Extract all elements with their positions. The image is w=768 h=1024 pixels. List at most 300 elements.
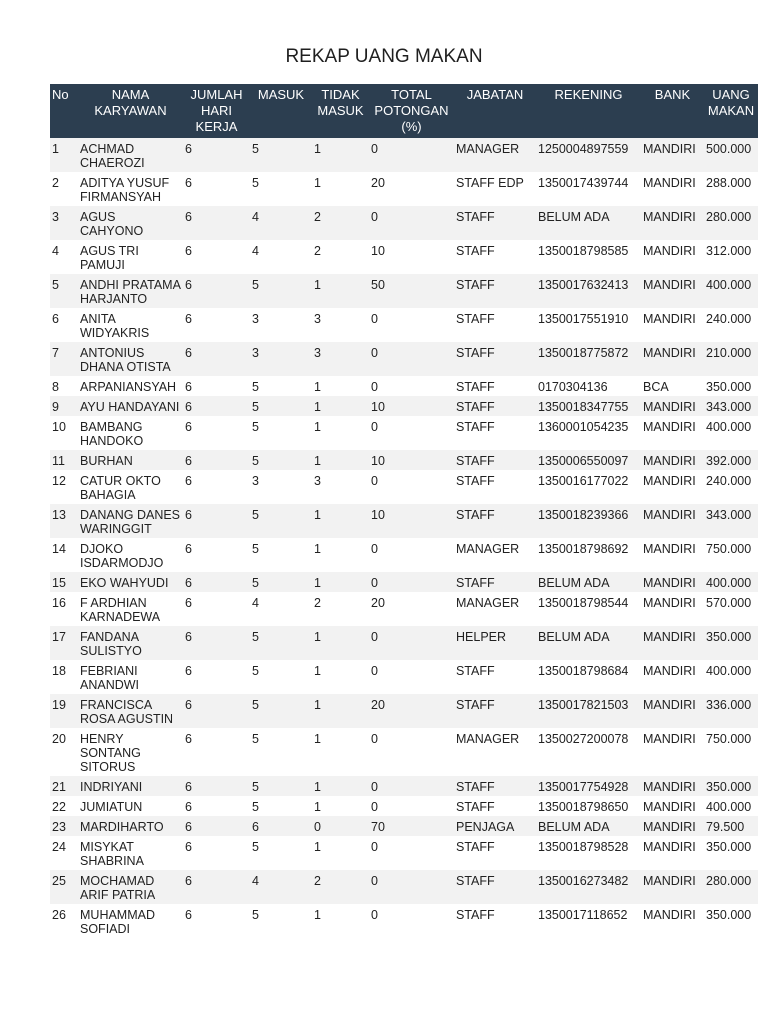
- cell-total-potongan: 20: [369, 592, 454, 626]
- cell-jabatan: MANAGER: [454, 728, 536, 776]
- cell-nama-karyawan: MISYKAT SHABRINA: [78, 836, 183, 870]
- table-row: [50, 776, 758, 796]
- cell-jumlah-hari-kerja: 6: [183, 504, 250, 538]
- cell-tidak-masuk: 3: [312, 470, 369, 504]
- cell-bank: MANDIRI: [641, 450, 704, 470]
- cell-rekening: 1350018239366: [536, 504, 641, 538]
- cell-masuk: 5: [250, 274, 312, 308]
- cell-bank: MANDIRI: [641, 274, 704, 308]
- cell-nama-karyawan: F ARDHIAN KARNADEWA: [78, 592, 183, 626]
- table-row: [50, 376, 758, 396]
- cell-rekening: 1350018798585: [536, 240, 641, 274]
- cell-masuk: 5: [250, 504, 312, 538]
- cell-bank: MANDIRI: [641, 870, 704, 904]
- cell-rekening: 1360001054235: [536, 416, 641, 450]
- cell-total-potongan: 0: [369, 470, 454, 504]
- cell-masuk: 5: [250, 776, 312, 796]
- cell-jumlah-hari-kerja: 6: [183, 416, 250, 450]
- cell-rekening: BELUM ADA: [536, 816, 641, 836]
- cell-jabatan: STAFF: [454, 796, 536, 816]
- cell-uang-makan: 400.000: [704, 796, 758, 816]
- cell-jumlah-hari-kerja: 6: [183, 138, 250, 172]
- cell-jabatan: STAFF: [454, 660, 536, 694]
- cell-nama-karyawan: JUMIATUN: [78, 796, 183, 816]
- table-row: [50, 172, 758, 206]
- cell-jumlah-hari-kerja: 6: [183, 376, 250, 396]
- cell-rekening: BELUM ADA: [536, 572, 641, 592]
- cell-total-potongan: 0: [369, 376, 454, 396]
- cell-jabatan: STAFF: [454, 450, 536, 470]
- cell-no: 25: [50, 870, 78, 904]
- cell-tidak-masuk: 1: [312, 274, 369, 308]
- cell-bank: MANDIRI: [641, 172, 704, 206]
- cell-no: 1: [50, 138, 78, 172]
- cell-bank: MANDIRI: [641, 660, 704, 694]
- cell-rekening: 1350017118652: [536, 904, 641, 938]
- cell-jabatan: STAFF: [454, 416, 536, 450]
- cell-masuk: 5: [250, 796, 312, 816]
- cell-tidak-masuk: 1: [312, 572, 369, 592]
- cell-uang-makan: 312.000: [704, 240, 758, 274]
- cell-tidak-masuk: 3: [312, 342, 369, 376]
- cell-masuk: 4: [250, 870, 312, 904]
- cell-tidak-masuk: 1: [312, 376, 369, 396]
- cell-jabatan: HELPER: [454, 626, 536, 660]
- cell-total-potongan: 10: [369, 240, 454, 274]
- cell-rekening: 1350006550097: [536, 450, 641, 470]
- cell-bank: MANDIRI: [641, 904, 704, 938]
- cell-no: 26: [50, 904, 78, 938]
- cell-tidak-masuk: 1: [312, 904, 369, 938]
- cell-nama-karyawan: FANDANA SULISTYO: [78, 626, 183, 660]
- cell-nama-karyawan: DJOKO ISDARMODJO: [78, 538, 183, 572]
- cell-jumlah-hari-kerja: 6: [183, 694, 250, 728]
- cell-jabatan: STAFF: [454, 396, 536, 416]
- cell-total-potongan: 10: [369, 450, 454, 470]
- cell-rekening: 1350018798684: [536, 660, 641, 694]
- cell-jabatan: MANAGER: [454, 138, 536, 172]
- cell-no: 22: [50, 796, 78, 816]
- cell-uang-makan: 350.000: [704, 836, 758, 870]
- cell-jumlah-hari-kerja: 6: [183, 274, 250, 308]
- cell-tidak-masuk: 0: [312, 816, 369, 836]
- table-row: [50, 206, 758, 240]
- cell-jabatan: MANAGER: [454, 538, 536, 572]
- cell-rekening: 1350018775872: [536, 342, 641, 376]
- cell-bank: MANDIRI: [641, 694, 704, 728]
- cell-no: 5: [50, 274, 78, 308]
- cell-no: 10: [50, 416, 78, 450]
- cell-bank: MANDIRI: [641, 836, 704, 870]
- cell-no: 6: [50, 308, 78, 342]
- table-row: [50, 308, 758, 342]
- cell-total-potongan: 20: [369, 694, 454, 728]
- cell-nama-karyawan: DANANG DANES WARINGGIT: [78, 504, 183, 538]
- cell-masuk: 4: [250, 206, 312, 240]
- cell-bank: MANDIRI: [641, 572, 704, 592]
- cell-bank: MANDIRI: [641, 504, 704, 538]
- cell-rekening: 1350018798528: [536, 836, 641, 870]
- cell-uang-makan: 280.000: [704, 206, 758, 240]
- cell-bank: MANDIRI: [641, 240, 704, 274]
- cell-total-potongan: 0: [369, 538, 454, 572]
- cell-masuk: 5: [250, 694, 312, 728]
- cell-jabatan: STAFF: [454, 836, 536, 870]
- cell-masuk: 3: [250, 470, 312, 504]
- cell-total-potongan: 20: [369, 172, 454, 206]
- cell-tidak-masuk: 2: [312, 870, 369, 904]
- cell-tidak-masuk: 1: [312, 728, 369, 776]
- cell-bank: MANDIRI: [641, 816, 704, 836]
- cell-total-potongan: 0: [369, 138, 454, 172]
- cell-nama-karyawan: MOCHAMAD ARIF PATRIA: [78, 870, 183, 904]
- cell-nama-karyawan: FRANCISCA ROSA AGUSTIN: [78, 694, 183, 728]
- cell-bank: BCA: [641, 376, 704, 396]
- table-body: [50, 138, 758, 938]
- table-row: [50, 396, 758, 416]
- cell-masuk: 5: [250, 626, 312, 660]
- cell-rekening: 1350016273482: [536, 870, 641, 904]
- cell-jabatan: STAFF: [454, 376, 536, 396]
- header-jabatan: JABATAN: [454, 84, 536, 138]
- cell-rekening: 1350018798544: [536, 592, 641, 626]
- cell-no: 11: [50, 450, 78, 470]
- cell-jabatan: STAFF: [454, 572, 536, 592]
- cell-uang-makan: 280.000: [704, 870, 758, 904]
- meal-allowance-table: [50, 84, 758, 938]
- cell-jumlah-hari-kerja: 6: [183, 626, 250, 660]
- cell-jabatan: MANAGER: [454, 592, 536, 626]
- cell-jumlah-hari-kerja: 6: [183, 660, 250, 694]
- header-no: No: [50, 84, 78, 138]
- cell-masuk: 4: [250, 592, 312, 626]
- cell-tidak-masuk: 1: [312, 450, 369, 470]
- cell-tidak-masuk: 1: [312, 796, 369, 816]
- cell-jumlah-hari-kerja: 6: [183, 836, 250, 870]
- cell-total-potongan: 0: [369, 796, 454, 816]
- cell-tidak-masuk: 1: [312, 694, 369, 728]
- cell-rekening: 1350027200078: [536, 728, 641, 776]
- cell-tidak-masuk: 1: [312, 138, 369, 172]
- cell-jumlah-hari-kerja: 6: [183, 396, 250, 416]
- cell-tidak-masuk: 2: [312, 592, 369, 626]
- cell-rekening: 1350017439744: [536, 172, 641, 206]
- cell-total-potongan: 0: [369, 728, 454, 776]
- table-row: [50, 450, 758, 470]
- cell-rekening: 1350018347755: [536, 396, 641, 416]
- cell-tidak-masuk: 1: [312, 172, 369, 206]
- cell-jumlah-hari-kerja: 6: [183, 172, 250, 206]
- cell-tidak-masuk: 2: [312, 206, 369, 240]
- cell-total-potongan: 0: [369, 904, 454, 938]
- cell-uang-makan: 400.000: [704, 274, 758, 308]
- cell-tidak-masuk: 1: [312, 416, 369, 450]
- cell-jabatan: STAFF: [454, 504, 536, 538]
- cell-no: 15: [50, 572, 78, 592]
- cell-total-potongan: 0: [369, 342, 454, 376]
- table-row: [50, 342, 758, 376]
- cell-uang-makan: 350.000: [704, 904, 758, 938]
- table-row: [50, 416, 758, 450]
- cell-jabatan: STAFF: [454, 274, 536, 308]
- cell-tidak-masuk: 2: [312, 240, 369, 274]
- cell-bank: MANDIRI: [641, 342, 704, 376]
- cell-masuk: 4: [250, 240, 312, 274]
- cell-nama-karyawan: ANITA WIDYAKRIS: [78, 308, 183, 342]
- cell-uang-makan: 500.000: [704, 138, 758, 172]
- cell-total-potongan: 50: [369, 274, 454, 308]
- table-row: [50, 274, 758, 308]
- cell-jumlah-hari-kerja: 6: [183, 206, 250, 240]
- cell-no: 2: [50, 172, 78, 206]
- header-nama-karyawan: NAMA KARYAWAN: [78, 84, 183, 138]
- cell-total-potongan: 70: [369, 816, 454, 836]
- header-total-potongan: TOTAL POTONGAN (%): [369, 84, 454, 138]
- cell-jumlah-hari-kerja: 6: [183, 592, 250, 626]
- cell-jumlah-hari-kerja: 6: [183, 450, 250, 470]
- header-tidak-masuk: TIDAK MASUK: [312, 84, 369, 138]
- table-row: [50, 626, 758, 660]
- cell-masuk: 5: [250, 836, 312, 870]
- cell-no: 7: [50, 342, 78, 376]
- cell-jabatan: STAFF: [454, 240, 536, 274]
- cell-nama-karyawan: ADITYA YUSUF FIRMANSYAH: [78, 172, 183, 206]
- table-row: [50, 538, 758, 572]
- table-header-row: [50, 84, 758, 138]
- table-row: [50, 904, 758, 938]
- cell-total-potongan: 0: [369, 572, 454, 592]
- cell-jumlah-hari-kerja: 6: [183, 572, 250, 592]
- cell-jabatan: PENJAGA: [454, 816, 536, 836]
- cell-nama-karyawan: AGUS TRI PAMUJI: [78, 240, 183, 274]
- cell-uang-makan: 392.000: [704, 450, 758, 470]
- cell-tidak-masuk: 1: [312, 836, 369, 870]
- cell-uang-makan: 79.500: [704, 816, 758, 836]
- cell-uang-makan: 336.000: [704, 694, 758, 728]
- cell-nama-karyawan: AYU HANDAYANI: [78, 396, 183, 416]
- cell-bank: MANDIRI: [641, 626, 704, 660]
- cell-bank: MANDIRI: [641, 416, 704, 450]
- cell-total-potongan: 10: [369, 396, 454, 416]
- header-jumlah-hari-kerja: JUMLAH HARI KERJA: [183, 84, 250, 138]
- cell-no: 4: [50, 240, 78, 274]
- cell-no: 3: [50, 206, 78, 240]
- cell-jumlah-hari-kerja: 6: [183, 728, 250, 776]
- cell-nama-karyawan: BURHAN: [78, 450, 183, 470]
- cell-nama-karyawan: CATUR OKTO BAHAGIA: [78, 470, 183, 504]
- cell-total-potongan: 0: [369, 626, 454, 660]
- cell-masuk: 5: [250, 450, 312, 470]
- table-row: [50, 592, 758, 626]
- cell-rekening: 1350016177022: [536, 470, 641, 504]
- cell-nama-karyawan: ANDHI PRATAMA HARJANTO: [78, 274, 183, 308]
- table-row: [50, 470, 758, 504]
- table-row: [50, 138, 758, 172]
- cell-jumlah-hari-kerja: 6: [183, 470, 250, 504]
- cell-jumlah-hari-kerja: 6: [183, 796, 250, 816]
- cell-tidak-masuk: 1: [312, 504, 369, 538]
- cell-jumlah-hari-kerja: 6: [183, 308, 250, 342]
- cell-rekening: 1350017551910: [536, 308, 641, 342]
- cell-masuk: 5: [250, 660, 312, 694]
- cell-tidak-masuk: 1: [312, 660, 369, 694]
- cell-nama-karyawan: ARPANIANSYAH: [78, 376, 183, 396]
- cell-jabatan: STAFF EDP: [454, 172, 536, 206]
- cell-nama-karyawan: BAMBANG HANDOKO: [78, 416, 183, 450]
- cell-bank: MANDIRI: [641, 728, 704, 776]
- cell-rekening: 1350017632413: [536, 274, 641, 308]
- cell-bank: MANDIRI: [641, 776, 704, 796]
- table-row: [50, 240, 758, 274]
- table-row: [50, 504, 758, 538]
- cell-jumlah-hari-kerja: 6: [183, 870, 250, 904]
- cell-no: 23: [50, 816, 78, 836]
- table-row: [50, 796, 758, 816]
- cell-no: 9: [50, 396, 78, 416]
- cell-jabatan: STAFF: [454, 206, 536, 240]
- cell-rekening: BELUM ADA: [536, 626, 641, 660]
- cell-bank: MANDIRI: [641, 396, 704, 416]
- cell-masuk: 5: [250, 416, 312, 450]
- cell-nama-karyawan: MARDIHARTO: [78, 816, 183, 836]
- cell-jabatan: STAFF: [454, 470, 536, 504]
- cell-no: 8: [50, 376, 78, 396]
- cell-tidak-masuk: 1: [312, 626, 369, 660]
- table-row: [50, 728, 758, 776]
- cell-rekening: 1350018798692: [536, 538, 641, 572]
- cell-nama-karyawan: MUHAMMAD SOFIADI: [78, 904, 183, 938]
- cell-no: 16: [50, 592, 78, 626]
- cell-rekening: 1250004897559: [536, 138, 641, 172]
- cell-bank: MANDIRI: [641, 538, 704, 572]
- cell-no: 17: [50, 626, 78, 660]
- cell-rekening: BELUM ADA: [536, 206, 641, 240]
- cell-uang-makan: 210.000: [704, 342, 758, 376]
- cell-uang-makan: 288.000: [704, 172, 758, 206]
- cell-uang-makan: 400.000: [704, 660, 758, 694]
- table-row: [50, 816, 758, 836]
- cell-masuk: 5: [250, 904, 312, 938]
- cell-total-potongan: 0: [369, 776, 454, 796]
- cell-masuk: 5: [250, 376, 312, 396]
- cell-jumlah-hari-kerja: 6: [183, 240, 250, 274]
- cell-no: 21: [50, 776, 78, 796]
- cell-no: 14: [50, 538, 78, 572]
- cell-masuk: 3: [250, 342, 312, 376]
- cell-tidak-masuk: 1: [312, 776, 369, 796]
- cell-total-potongan: 10: [369, 504, 454, 538]
- cell-masuk: 3: [250, 308, 312, 342]
- cell-total-potongan: 0: [369, 870, 454, 904]
- cell-bank: MANDIRI: [641, 206, 704, 240]
- cell-jumlah-hari-kerja: 6: [183, 904, 250, 938]
- cell-no: 13: [50, 504, 78, 538]
- cell-uang-makan: 750.000: [704, 538, 758, 572]
- cell-rekening: 0170304136: [536, 376, 641, 396]
- header-rekening: REKENING: [536, 84, 641, 138]
- cell-tidak-masuk: 3: [312, 308, 369, 342]
- cell-no: 20: [50, 728, 78, 776]
- cell-total-potongan: 0: [369, 308, 454, 342]
- cell-uang-makan: 343.000: [704, 396, 758, 416]
- cell-jumlah-hari-kerja: 6: [183, 538, 250, 572]
- cell-no: 24: [50, 836, 78, 870]
- cell-jabatan: STAFF: [454, 342, 536, 376]
- header-bank: BANK: [641, 84, 704, 138]
- cell-jumlah-hari-kerja: 6: [183, 342, 250, 376]
- cell-jabatan: STAFF: [454, 694, 536, 728]
- cell-uang-makan: 400.000: [704, 572, 758, 592]
- cell-nama-karyawan: AGUS CAHYONO: [78, 206, 183, 240]
- cell-masuk: 5: [250, 538, 312, 572]
- cell-rekening: 1350018798650: [536, 796, 641, 816]
- cell-nama-karyawan: EKO WAHYUDI: [78, 572, 183, 592]
- cell-jumlah-hari-kerja: 6: [183, 816, 250, 836]
- cell-rekening: 1350017821503: [536, 694, 641, 728]
- cell-bank: MANDIRI: [641, 138, 704, 172]
- cell-nama-karyawan: ACHMAD CHAEROZI: [78, 138, 183, 172]
- cell-nama-karyawan: ANTONIUS DHANA OTISTA: [78, 342, 183, 376]
- header-uang-makan: UANG MAKAN: [704, 84, 758, 138]
- cell-jabatan: STAFF: [454, 904, 536, 938]
- table-row: [50, 870, 758, 904]
- cell-uang-makan: 400.000: [704, 416, 758, 450]
- cell-rekening: 1350017754928: [536, 776, 641, 796]
- cell-uang-makan: 240.000: [704, 470, 758, 504]
- cell-nama-karyawan: INDRIYANI: [78, 776, 183, 796]
- cell-no: 18: [50, 660, 78, 694]
- cell-masuk: 5: [250, 396, 312, 416]
- cell-masuk: 5: [250, 138, 312, 172]
- cell-jumlah-hari-kerja: 6: [183, 776, 250, 796]
- cell-jabatan: STAFF: [454, 776, 536, 796]
- cell-bank: MANDIRI: [641, 470, 704, 504]
- cell-nama-karyawan: HENRY SONTANG SITORUS: [78, 728, 183, 776]
- cell-bank: MANDIRI: [641, 308, 704, 342]
- cell-masuk: 5: [250, 572, 312, 592]
- cell-uang-makan: 350.000: [704, 776, 758, 796]
- table-row: [50, 572, 758, 592]
- cell-uang-makan: 350.000: [704, 626, 758, 660]
- cell-total-potongan: 0: [369, 416, 454, 450]
- cell-nama-karyawan: FEBRIANI ANANDWI: [78, 660, 183, 694]
- cell-uang-makan: 570.000: [704, 592, 758, 626]
- cell-uang-makan: 343.000: [704, 504, 758, 538]
- cell-jabatan: STAFF: [454, 308, 536, 342]
- cell-no: 19: [50, 694, 78, 728]
- header-masuk: MASUK: [250, 84, 312, 138]
- cell-tidak-masuk: 1: [312, 396, 369, 416]
- table-row: [50, 660, 758, 694]
- cell-no: 12: [50, 470, 78, 504]
- table-row: [50, 694, 758, 728]
- cell-uang-makan: 240.000: [704, 308, 758, 342]
- cell-masuk: 5: [250, 728, 312, 776]
- cell-masuk: 6: [250, 816, 312, 836]
- cell-total-potongan: 0: [369, 206, 454, 240]
- cell-bank: MANDIRI: [641, 592, 704, 626]
- cell-uang-makan: 350.000: [704, 376, 758, 396]
- cell-masuk: 5: [250, 172, 312, 206]
- cell-tidak-masuk: 1: [312, 538, 369, 572]
- page-title: REKAP UANG MAKAN: [285, 46, 483, 67]
- table-row: [50, 836, 758, 870]
- cell-total-potongan: 0: [369, 660, 454, 694]
- cell-total-potongan: 0: [369, 836, 454, 870]
- cell-bank: MANDIRI: [641, 796, 704, 816]
- cell-jabatan: STAFF: [454, 870, 536, 904]
- cell-uang-makan: 750.000: [704, 728, 758, 776]
